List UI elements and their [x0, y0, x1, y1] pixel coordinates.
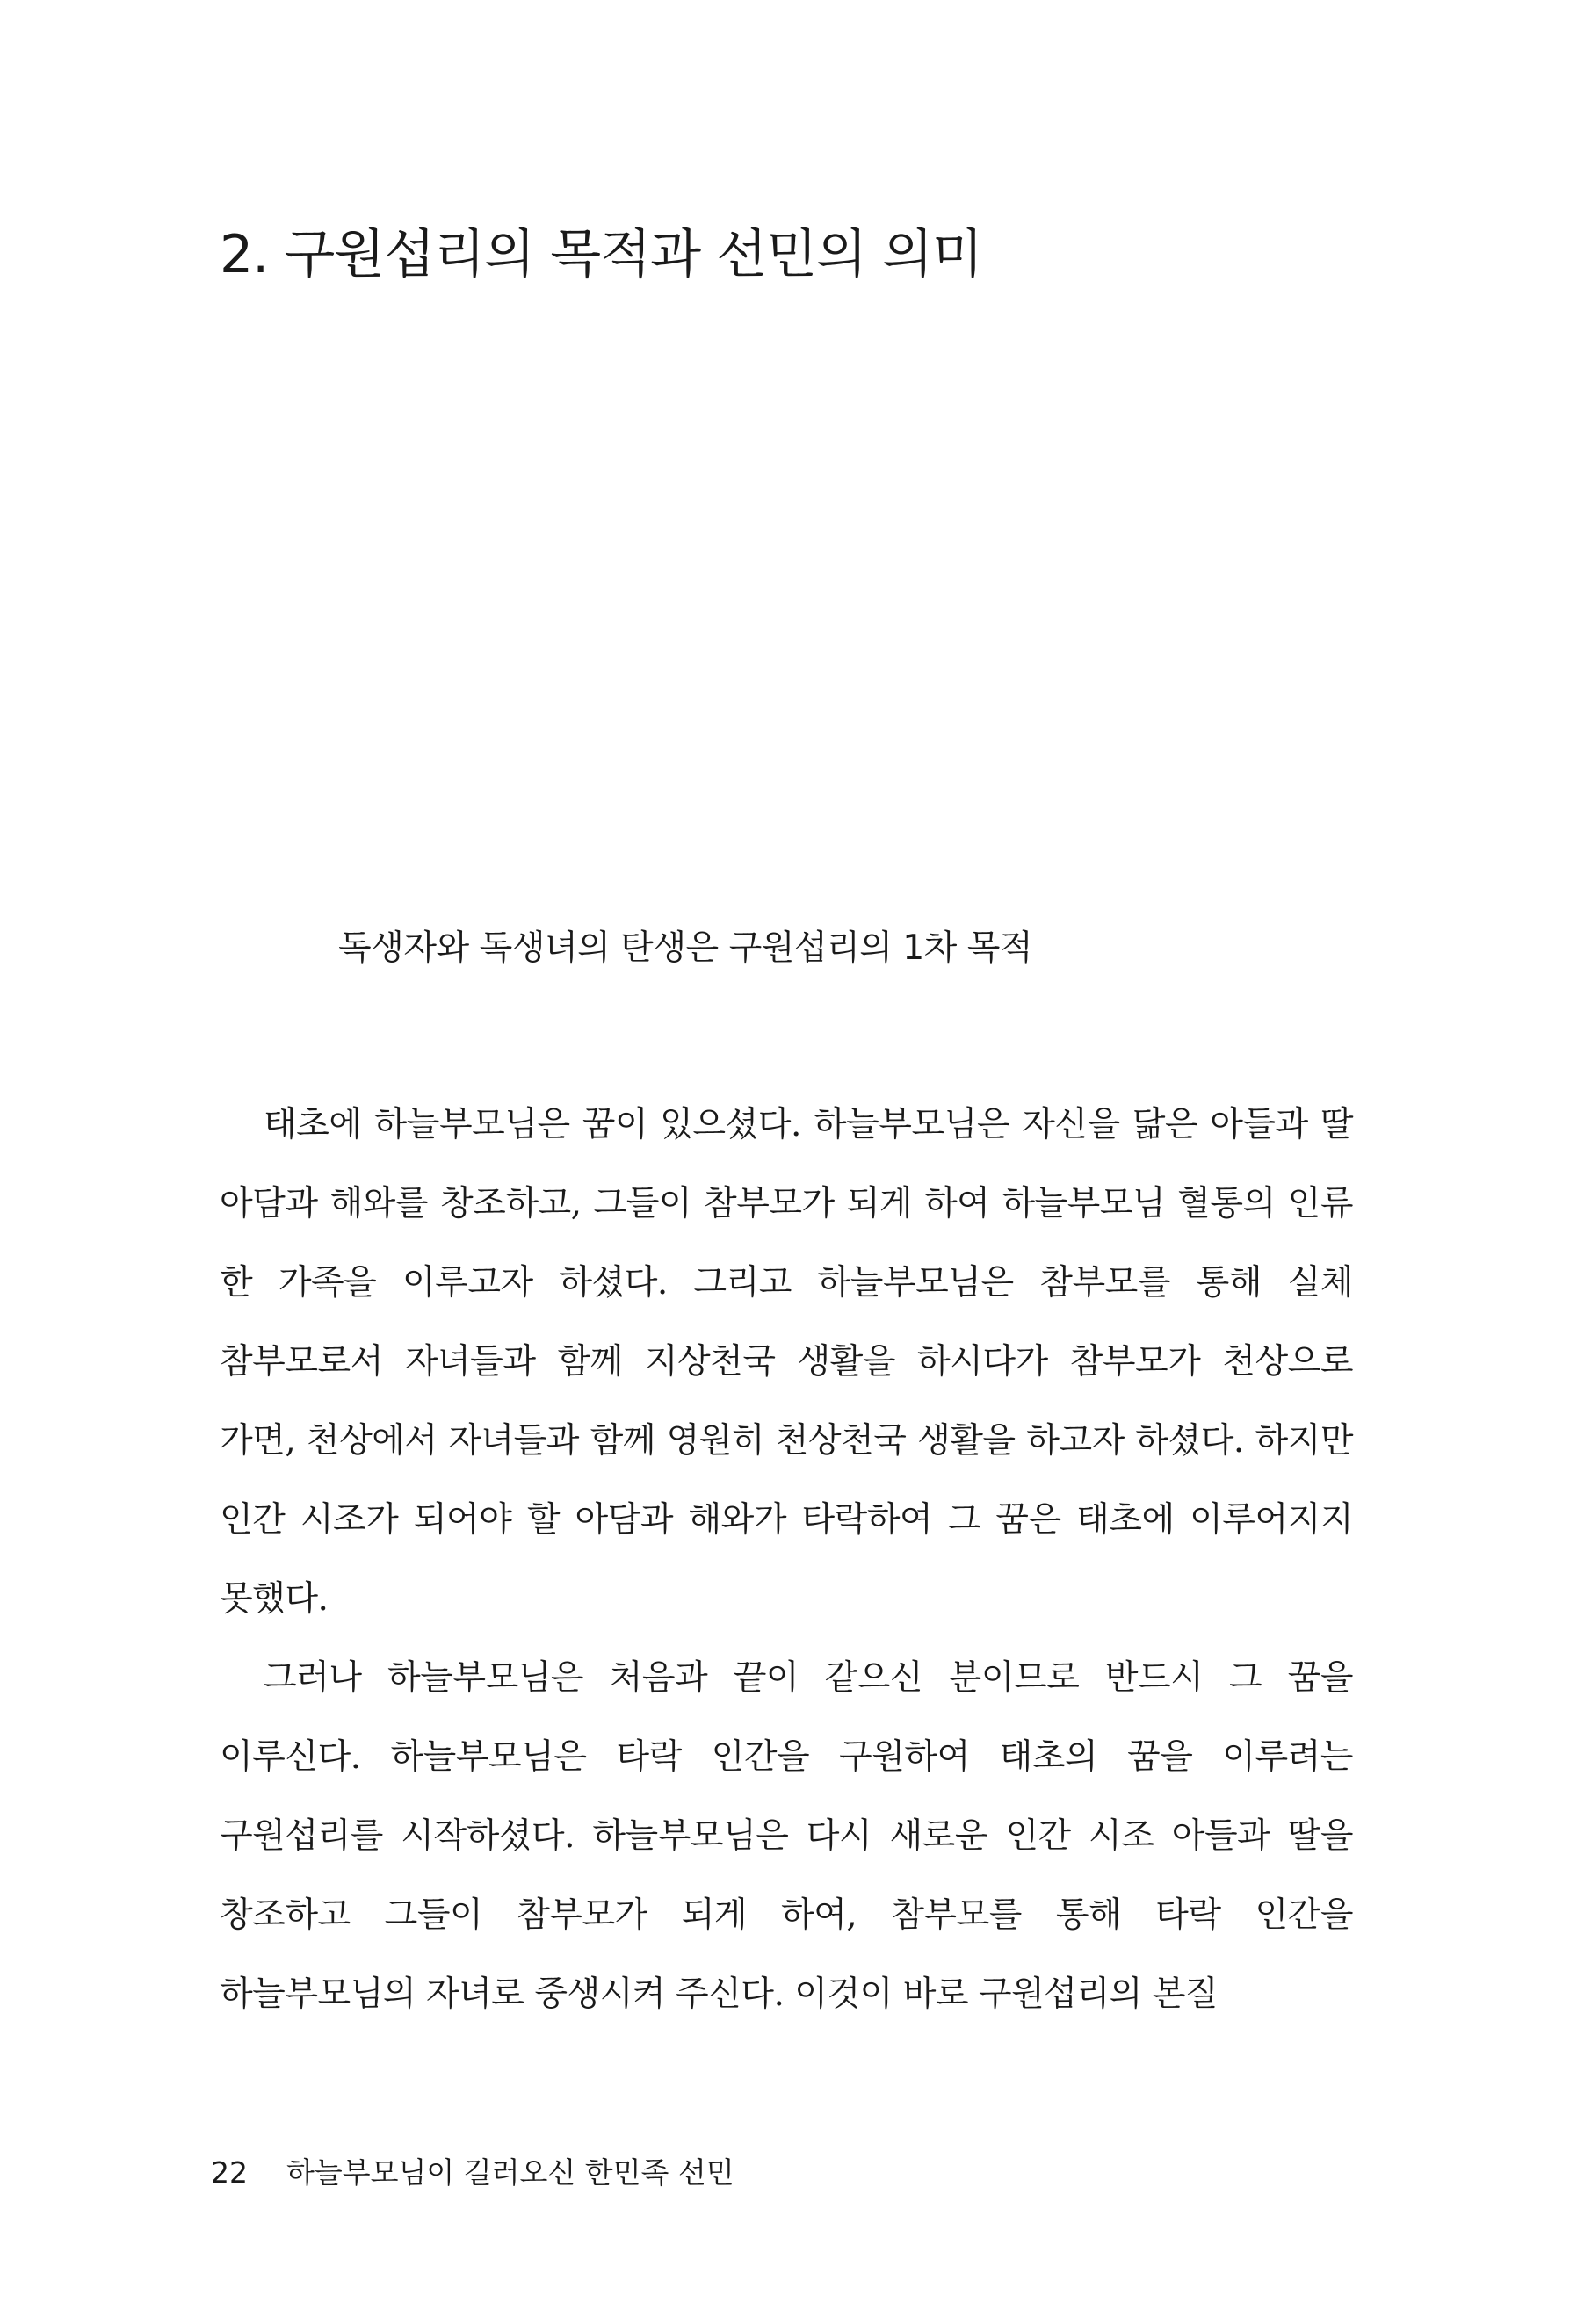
page-number: 22: [211, 2155, 248, 2190]
body-paragraph-2: 그러나 하늘부모님은 처음과 끝이 같으신 분이므로 반드시 그 꿈을 이루신다. 하늘부모님은 타락 인간을 구원하여 태초의 꿈을 이루려는 구원섭리를 시작하셨다. 하늘부모님은 다시 새로운 인간 시조 아들과 딸을 창조하고 그들이 참부모가 되게 하여, 참부모를 통해 타락 인간을 하늘부모님의 자녀로 중생시켜 주신다. 이것이 바로 구원섭리의 본질: [220, 1658, 1353, 2014]
section-heading: 독생자와 독생녀의 탄생은 구원섭리의 1차 목적: [338, 928, 1033, 968]
body-text: [220, 1086, 1353, 2034]
running-book-title: 하늘부모님이 길러오신 한민족 선민: [286, 2155, 734, 2190]
chapter-title: 2. 구원섭리의 목적과 선민의 의미: [220, 224, 983, 285]
page-footer: [211, 2154, 734, 2192]
body-paragraph-1: 태초에 하늘부모님은 꿈이 있으셨다. 하늘부모님은 자신을 닮은 아들과 딸 아담과 해와를 창조하고, 그들이 참부모가 되게 하여 하늘부모님 혈통의 인류 한 가족을 이루고자 하셨다. 그리고 하늘부모님은 참부모를 통해 실체 참부모로서 자녀들과 함께 지상천국 생활을 하시다가 참부모가 천상으로 가면, 천상에서 자녀들과 함께 영원히 천상천국 생활을 하고자 하셨다. 하지만 인간 시조가 되어야 할 아담과 해와가 타락하여 그 꿈은 태초에 이루어지지 못했다.: [220, 1105, 1353, 1619]
